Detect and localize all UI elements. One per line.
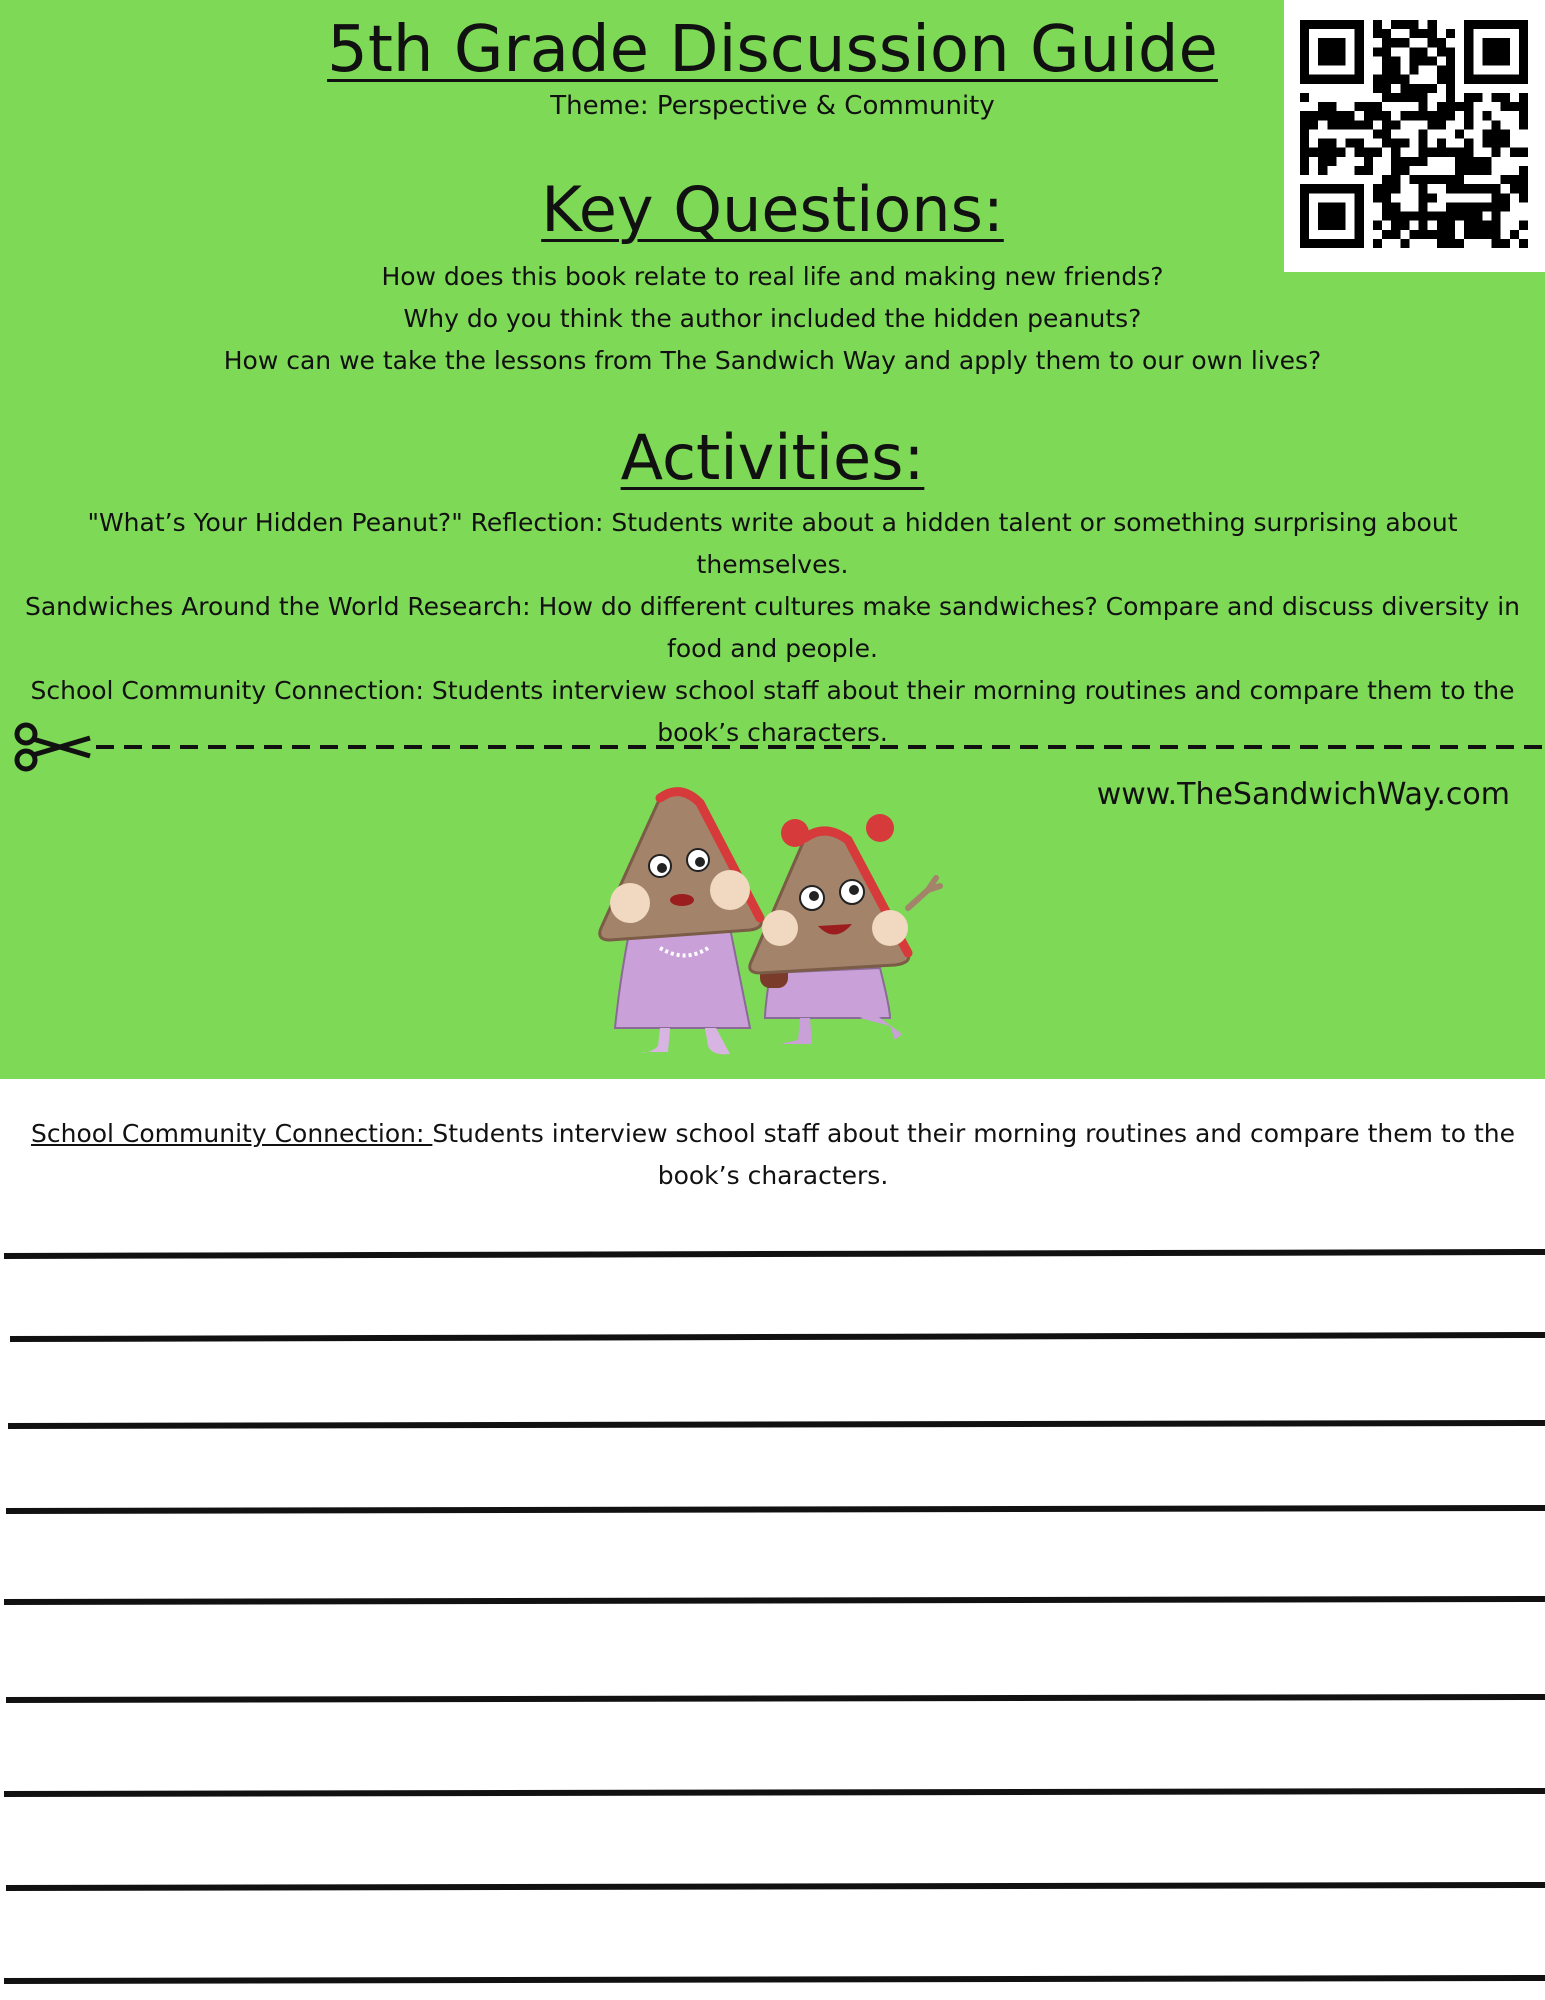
page-title: 5th Grade Discussion Guide [327,13,1218,87]
writing-line[interactable] [8,1423,1545,1426]
writing-line[interactable] [6,1508,1545,1511]
activity-item: "What’s Your Hidden Peanut?" Reflection: Students write about a hidden talent or something surprising about themselves. [87,508,1458,579]
question-item: How does this book relate to real life and making new friends? [381,262,1164,291]
writing-line[interactable] [6,1885,1545,1888]
activity-item: Sandwiches Around the World Research: How do different cultures make sandwiches? Compare and discuss diversity in food and people. [24,592,1521,663]
question-item: How can we take the lessons from The Sandwich Way and apply them to our own lives? [223,346,1322,375]
activities-heading: Activities: [620,421,925,494]
writing-line[interactable] [4,1599,1545,1602]
worksheet-prompt-label: School Community Connection: [30,1119,433,1148]
activity-item: School Community Connection: Students interview school staff about their morning routines and compare them to the book’s characters. [30,676,1515,747]
question-item: Why do you think the author included the hidden peanuts? [403,304,1142,333]
writing-line[interactable] [4,1978,1545,1981]
writing-line[interactable] [10,1335,1545,1339]
writing-line[interactable] [4,1252,1545,1256]
website-link[interactable]: www.TheSandwichWay.com [1096,777,1510,812]
theme-subtitle: Theme: Perspective & Community [550,91,995,121]
key-questions-heading: Key Questions: [541,173,1004,246]
writing-line[interactable] [6,1697,1545,1700]
worksheet-prompt-text: Students interview school staff about their morning routines and compare them to the book’s characters. [432,1119,1516,1190]
writing-line[interactable] [4,1791,1545,1794]
